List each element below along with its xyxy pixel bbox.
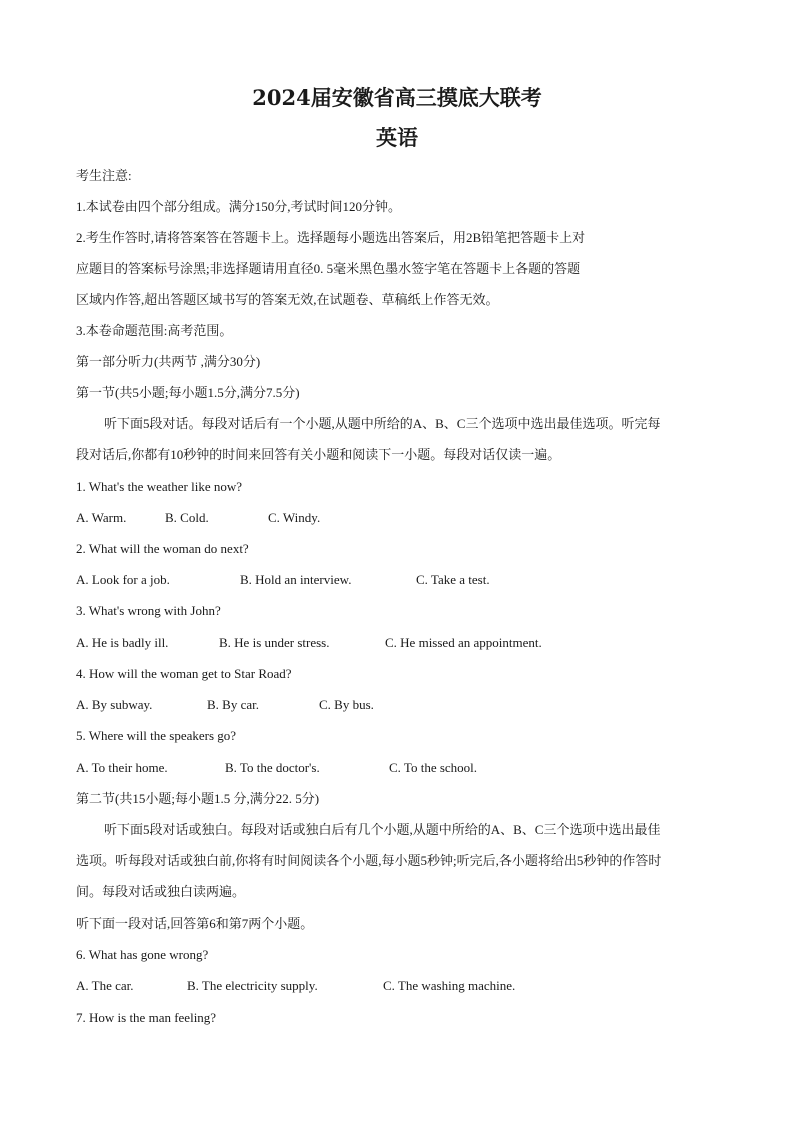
question-4-option-b: B. By car. <box>207 697 259 712</box>
question-5-option-c: C. To the school. <box>389 760 478 775</box>
section-1-instruction-line-2: 段对话后,你都有10秒钟的时间来回答有关小题和阅读下一小题。每段对话仅读一遍。 <box>76 447 561 462</box>
question-5-option-a: A. To their home. <box>76 760 168 775</box>
notice-item-2-line-2: 应题目的答案标号涂黑;非选择题请用直径0. 5毫米黑色墨水签字笔在答题卡上各题的答题 <box>76 261 581 276</box>
question-4-option-c: C. By bus. <box>319 697 374 712</box>
exam-title: 2024届安徽省高三摸底大联考 <box>252 85 542 110</box>
question-4-option-a: A. By subway. <box>76 697 153 712</box>
question-5-stem: 5. Where will the speakers go? <box>76 728 237 743</box>
question-3-stem: 3. What's wrong with John? <box>76 603 221 618</box>
question-2-stem: 2. What will the woman do next? <box>76 541 249 556</box>
question-6-option-a: A. The car. <box>76 978 134 993</box>
question-3-option-b: B. He is under stress. <box>219 635 330 650</box>
notice-item-3: 3.本卷命题范围:高考范围。 <box>76 323 233 338</box>
exam-subject: 英语 <box>376 125 418 150</box>
notice-heading: 考生注意: <box>76 168 132 183</box>
question-1-option-c: C. Windy. <box>268 510 321 525</box>
question-6-stem: 6. What has gone wrong? <box>76 947 209 962</box>
section-1-instruction-line-1: 听下面5段对话。每段对话后有一个小题,从题中所给的A、B、C三个选项中选出最佳选项。听完每 <box>104 416 661 431</box>
question-6-option-c: C. The washing machine. <box>383 978 516 993</box>
question-1-option-b: B. Cold. <box>165 510 209 525</box>
question-3-option-c: C. He missed an appointment. <box>385 635 542 650</box>
question-5-option-b: B. To the doctor's. <box>225 760 320 775</box>
section-2-instruction-line-1: 听下面5段对话或独白。每段对话或独白后有几个小题,从题中所给的A、B、C三个选项中选出最佳 <box>104 822 661 837</box>
section-1-title: 第一节(共5小题;每小题1.5分,满分7.5分) <box>76 385 300 400</box>
question-1-option-a: A. Warm. <box>76 510 127 525</box>
section-2-instruction-line-2: 选项。听每段对话或独白前,你将有时间阅读各个小题,每小题5秒钟;听完后,各小题将给出5秒钟的作答时 <box>76 853 662 868</box>
notice-item-2-line-3: 区域内作答,超出答题区域书写的答案无效,在试题卷、草稿纸上作答无效。 <box>76 292 499 307</box>
question-1-stem: 1. What's the weather like now? <box>76 479 242 494</box>
question-2-option-a: A. Look for a job. <box>76 572 170 587</box>
question-7-stem: 7. How is the man feeling? <box>76 1010 217 1025</box>
notice-item-2-line-1: 2.考生作答时,请将答案答在答题卡上。选择题每小题选出答案后，用2B铅笔把答题卡上对 <box>76 230 586 245</box>
section-2-instruction-line-3: 间。每段对话或独白读两遍。 <box>76 884 246 899</box>
question-3-option-a: A. He is badly ill. <box>76 635 169 650</box>
question-2-option-c: C. Take a test. <box>416 572 490 587</box>
question-4-stem: 4. How will the woman get to Star Road? <box>76 666 292 681</box>
question-6-option-b: B. The electricity supply. <box>187 978 318 993</box>
part-1-title: 第一部分听力(共两节 ,满分30分) <box>76 354 261 369</box>
notice-item-1: 1.本试卷由四个部分组成。满分150分,考试时间120分钟。 <box>76 199 402 214</box>
question-2-option-b: B. Hold an interview. <box>240 572 352 587</box>
section-2-title: 第二节(共15小题;每小题1.5 分,满分22. 5分) <box>76 791 320 806</box>
dialogue-instruction: 听下面一段对话,回答第6和第7两个小题。 <box>76 916 314 931</box>
